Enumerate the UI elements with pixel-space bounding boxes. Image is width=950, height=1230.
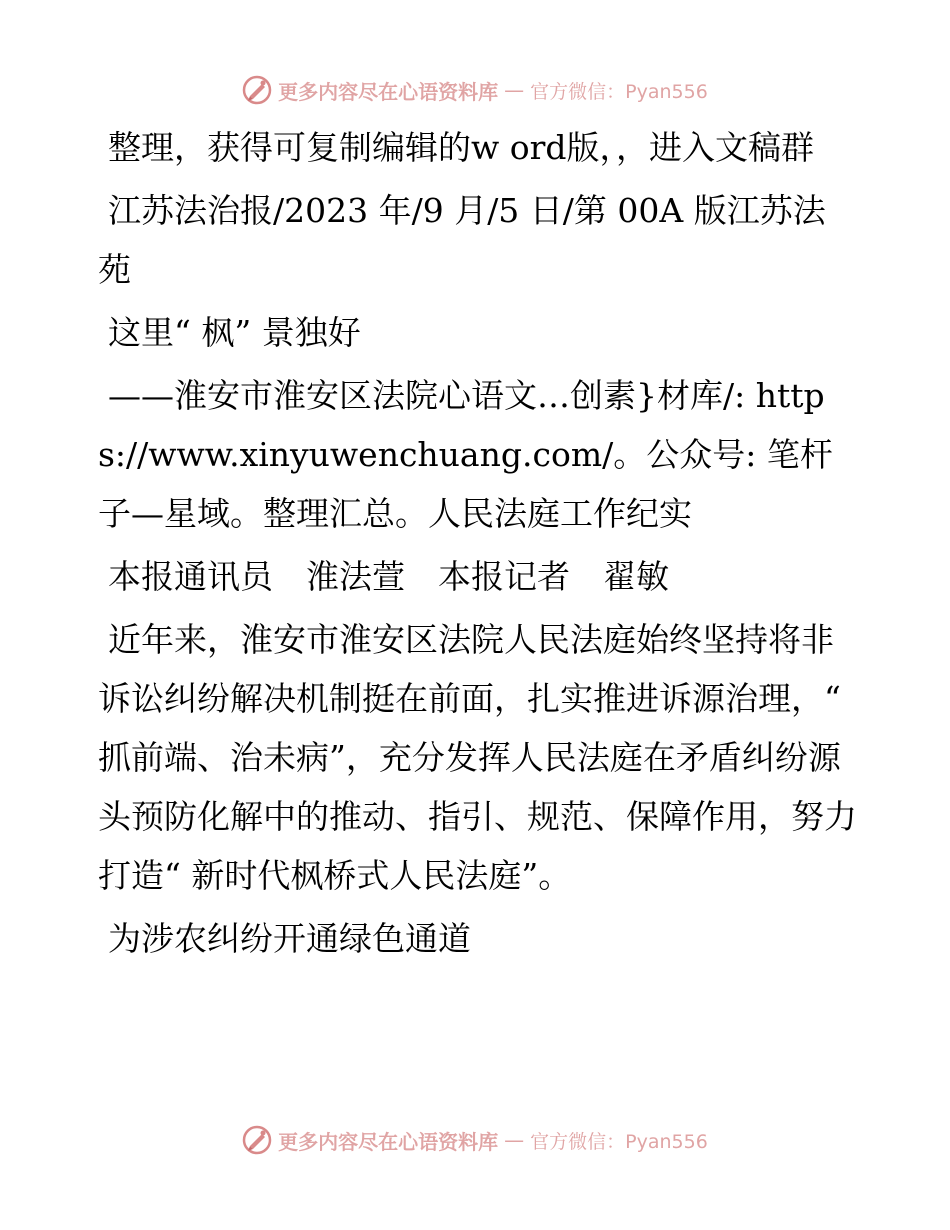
- article-subtitle: ——淮安市淮安区法院心语文…创素}材库/: https://www.xinyuwenchuang.com/。公众号: 笔杆子—星域。整理汇总。人民法庭工作纪实: [98, 376, 833, 533]
- watermark-separator: —: [504, 1128, 525, 1152]
- byline: 本报通讯员 淮法萱 本报记者 翟敏: [108, 557, 669, 596]
- paragraph-body: 近年来，淮安市淮安区法院人民法庭始终坚持将非诉讼纠纷解决机制挺在前面，扎实推进诉源治理，“ 抓前端、治未病”，充分发挥人民法庭在矛盾纠纷源头预防化解中的推动、指引、规范、保障作用，努力打造“ 新时代枫桥式人民法庭”。: [98, 620, 857, 895]
- header-watermark: [0, 72, 950, 108]
- quill-logo-icon: [242, 75, 272, 105]
- quill-logo-icon: [242, 1125, 272, 1155]
- section-heading: 为涉农纠纷开通绿色通道: [108, 919, 471, 958]
- watermark-separator: —: [504, 78, 525, 102]
- watermark-text: 更多内容尽在心语资料库: [278, 79, 499, 104]
- document-body: [98, 118, 858, 972]
- paragraph-intro-note: 整理，获得可复制编辑的w ord版，，进入文稿群: [108, 128, 815, 167]
- paragraph-source: 江苏法治报/2023 年/9 月/5 日/第 00A 版江苏法苑: [98, 191, 826, 289]
- article-title: 这里“ 枫” 景独好: [108, 313, 361, 352]
- watermark-wechat: 官方微信：Pyan556: [530, 1130, 708, 1153]
- watermark-text: 更多内容尽在心语资料库: [278, 1129, 499, 1154]
- footer-watermark: [0, 1122, 950, 1158]
- watermark-wechat: 官方微信：Pyan556: [530, 80, 708, 103]
